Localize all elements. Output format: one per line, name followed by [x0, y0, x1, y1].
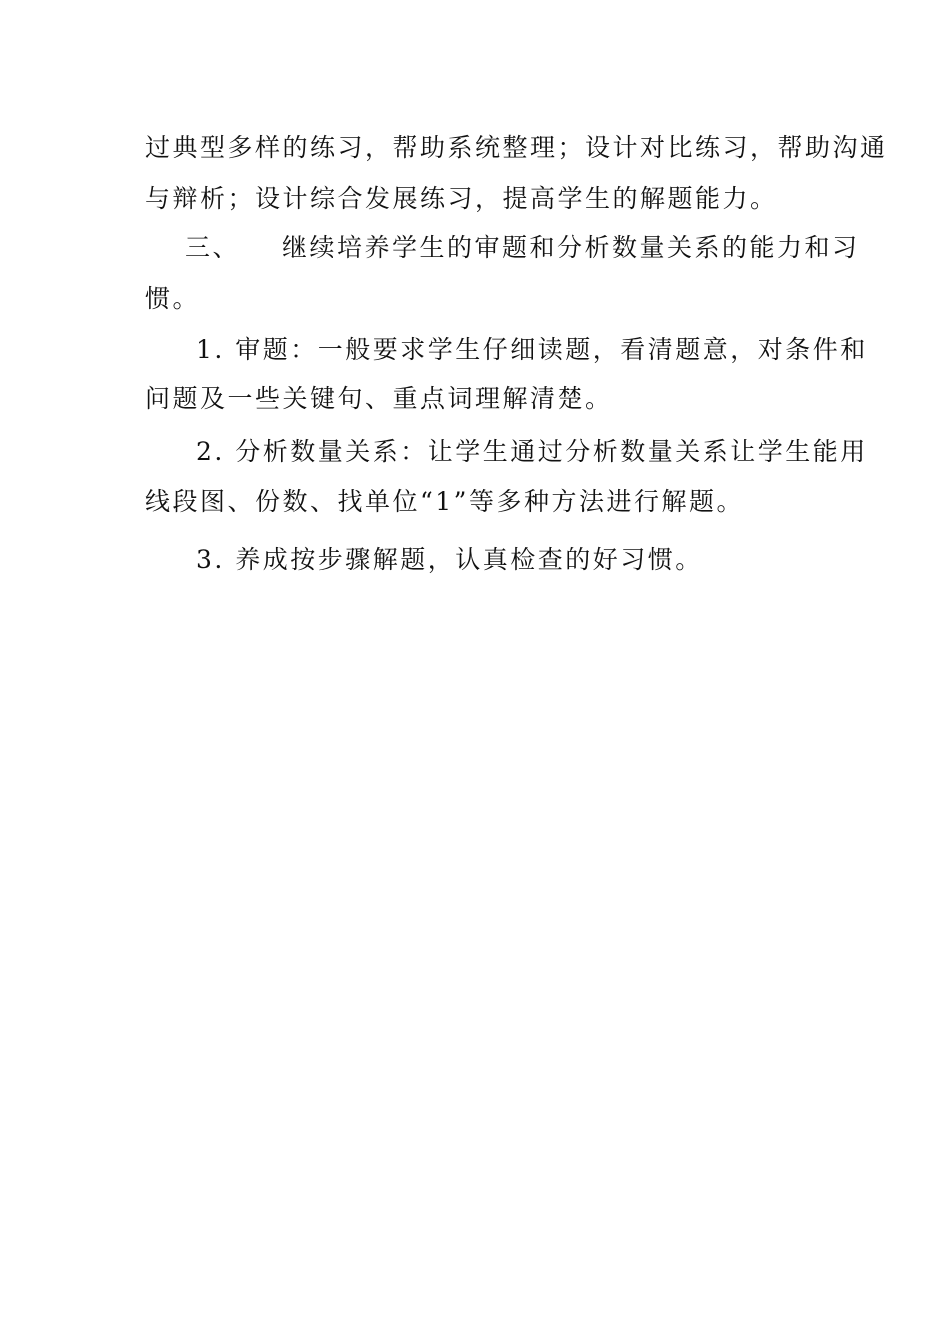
list-item-2-continuation: 线段图、份数、找单位“1”等多种方法进行解题。: [145, 487, 744, 516]
paragraph-line-2: 与辩析；设计综合发展练习，提高学生的解题能力。: [145, 184, 778, 213]
section-heading-continuation: 惯。: [145, 284, 201, 313]
list-item-1-continuation: 问题及一些关键句、重点词理解清楚。: [145, 384, 613, 413]
list-item-1: 1. 审题：一般要求学生仔细读题，看清题意，对条件和: [196, 335, 868, 364]
list-item-3: 3. 养成按步骤解题，认真检查的好习惯。: [196, 545, 703, 574]
section-heading-3: [185, 233, 860, 263]
section-heading-text: 继续培养学生的审题和分析数量关系的能力和习: [282, 233, 860, 262]
paragraph-line-1: 过典型多样的练习，帮助系统整理；设计对比练习，帮助沟通: [145, 133, 888, 162]
section-marker: 三、: [185, 233, 241, 262]
list-item-2: 2. 分析数量关系：让学生通过分析数量关系让学生能用: [196, 437, 868, 466]
